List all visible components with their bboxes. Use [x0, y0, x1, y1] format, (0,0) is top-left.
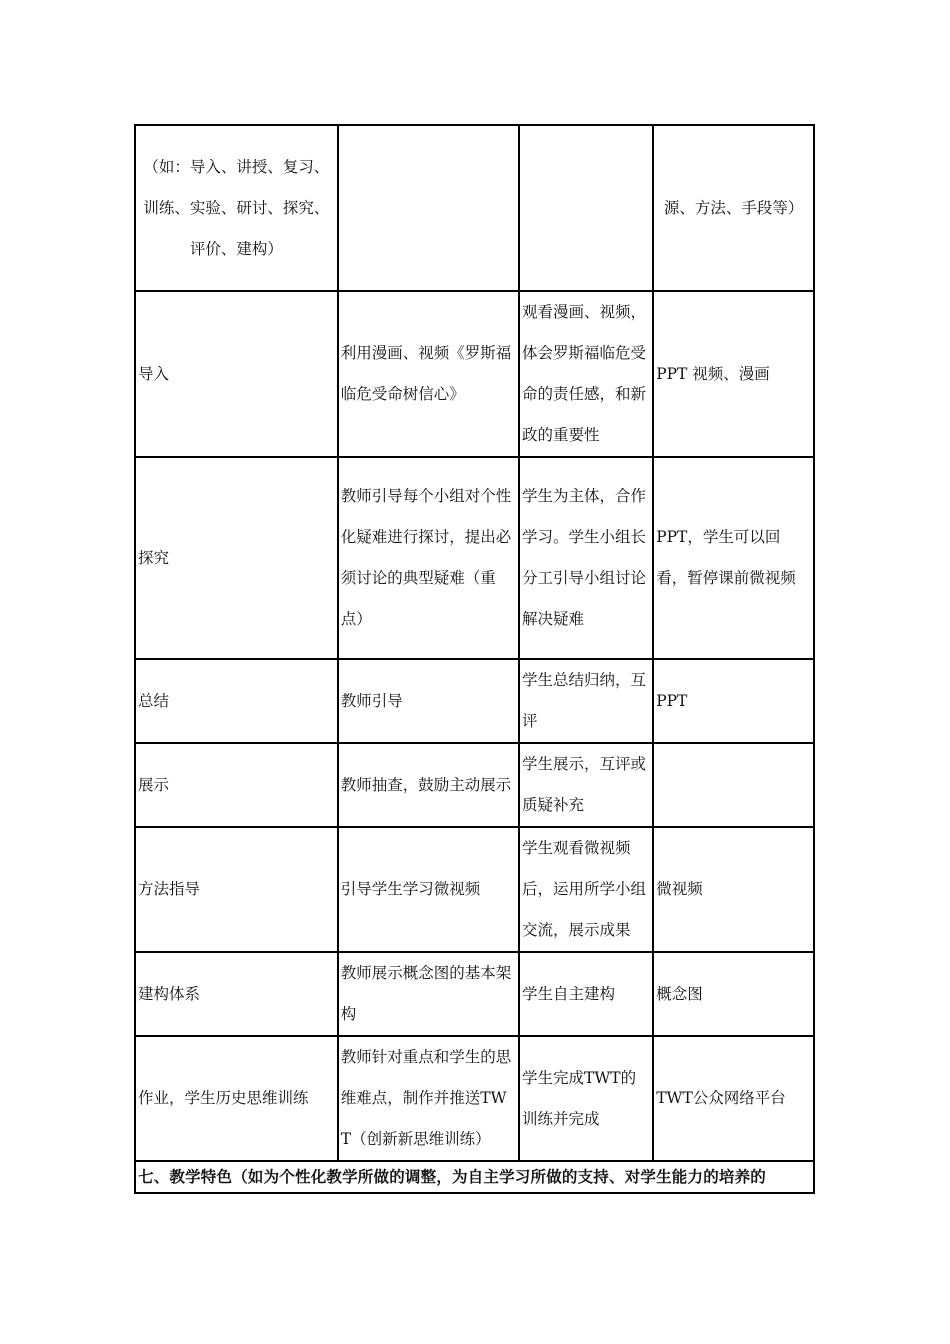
table-row [135, 827, 814, 952]
section-heading-teaching-features: 七、教学特色（如为个性化教学所做的调整，为自主学习所做的支持、对学生能力的培养的 [135, 1161, 814, 1193]
stage-cell: 方法指导 [135, 827, 338, 952]
resource-cell: TWT公众网络平台 [653, 1036, 814, 1161]
teaching-process-table [134, 124, 815, 1194]
table-row [135, 291, 814, 457]
table-row [135, 659, 814, 743]
teacher-activity-cell: 教师引导 [338, 659, 519, 743]
teacher-activity-cell: 教师针对重点和学生的思维难点，制作并推送TWT（创新新思维训练） [338, 1036, 519, 1161]
student-activity-cell: 学生为主体，合作学习。学生小组长分工引导小组讨论解决疑难 [519, 457, 653, 659]
student-activity-cell: 学生总结归纳，互评 [519, 659, 653, 743]
table-row [135, 457, 814, 659]
stage-cell: 建构体系 [135, 952, 338, 1036]
resource-cell [653, 743, 814, 827]
table-row [135, 1036, 814, 1161]
student-activity-cell: 观看漫画、视频，体会罗斯福临危受命的责任感，和新政的重要性 [519, 291, 653, 457]
teacher-activity-cell: 引导学生学习微视频 [338, 827, 519, 952]
resource-cell: PPT [653, 659, 814, 743]
stage-cell: 总结 [135, 659, 338, 743]
student-activity-cell: 学生完成TWT的训练并完成 [519, 1036, 653, 1161]
student-activity-cell: 学生展示，互评或质疑补充 [519, 743, 653, 827]
stage-cell: 作业，学生历史思维训练 [135, 1036, 338, 1161]
section-heading-row [135, 1161, 814, 1193]
table-row [135, 743, 814, 827]
teacher-activity-cell: 教师展示概念图的基本架构 [338, 952, 519, 1036]
stage-cell: 导入 [135, 291, 338, 457]
header-cell-activity-types: （如：导入、讲授、复习、训练、实验、研讨、探究、评价、建构） [135, 125, 338, 291]
table-row [135, 952, 814, 1036]
teacher-activity-cell: 教师抽查，鼓励主动展示 [338, 743, 519, 827]
table-header-row [135, 125, 814, 291]
header-cell-teacher [338, 125, 519, 291]
stage-cell: 展示 [135, 743, 338, 827]
student-activity-cell: 学生观看微视频后，运用所学小组交流，展示成果 [519, 827, 653, 952]
header-cell-resources: 源、方法、手段等） [653, 125, 814, 291]
student-activity-cell: 学生自主建构 [519, 952, 653, 1036]
resource-cell: PPT，学生可以回看，暂停课前微视频 [653, 457, 814, 659]
teacher-activity-cell: 利用漫画、视频《罗斯福临危受命树信心》 [338, 291, 519, 457]
stage-cell: 探究 [135, 457, 338, 659]
resource-cell: 微视频 [653, 827, 814, 952]
header-cell-student [519, 125, 653, 291]
resource-cell: PPT 视频、漫画 [653, 291, 814, 457]
resource-cell: 概念图 [653, 952, 814, 1036]
teacher-activity-cell: 教师引导每个小组对个性化疑难进行探讨，提出必须讨论的典型疑难（重点） [338, 457, 519, 659]
